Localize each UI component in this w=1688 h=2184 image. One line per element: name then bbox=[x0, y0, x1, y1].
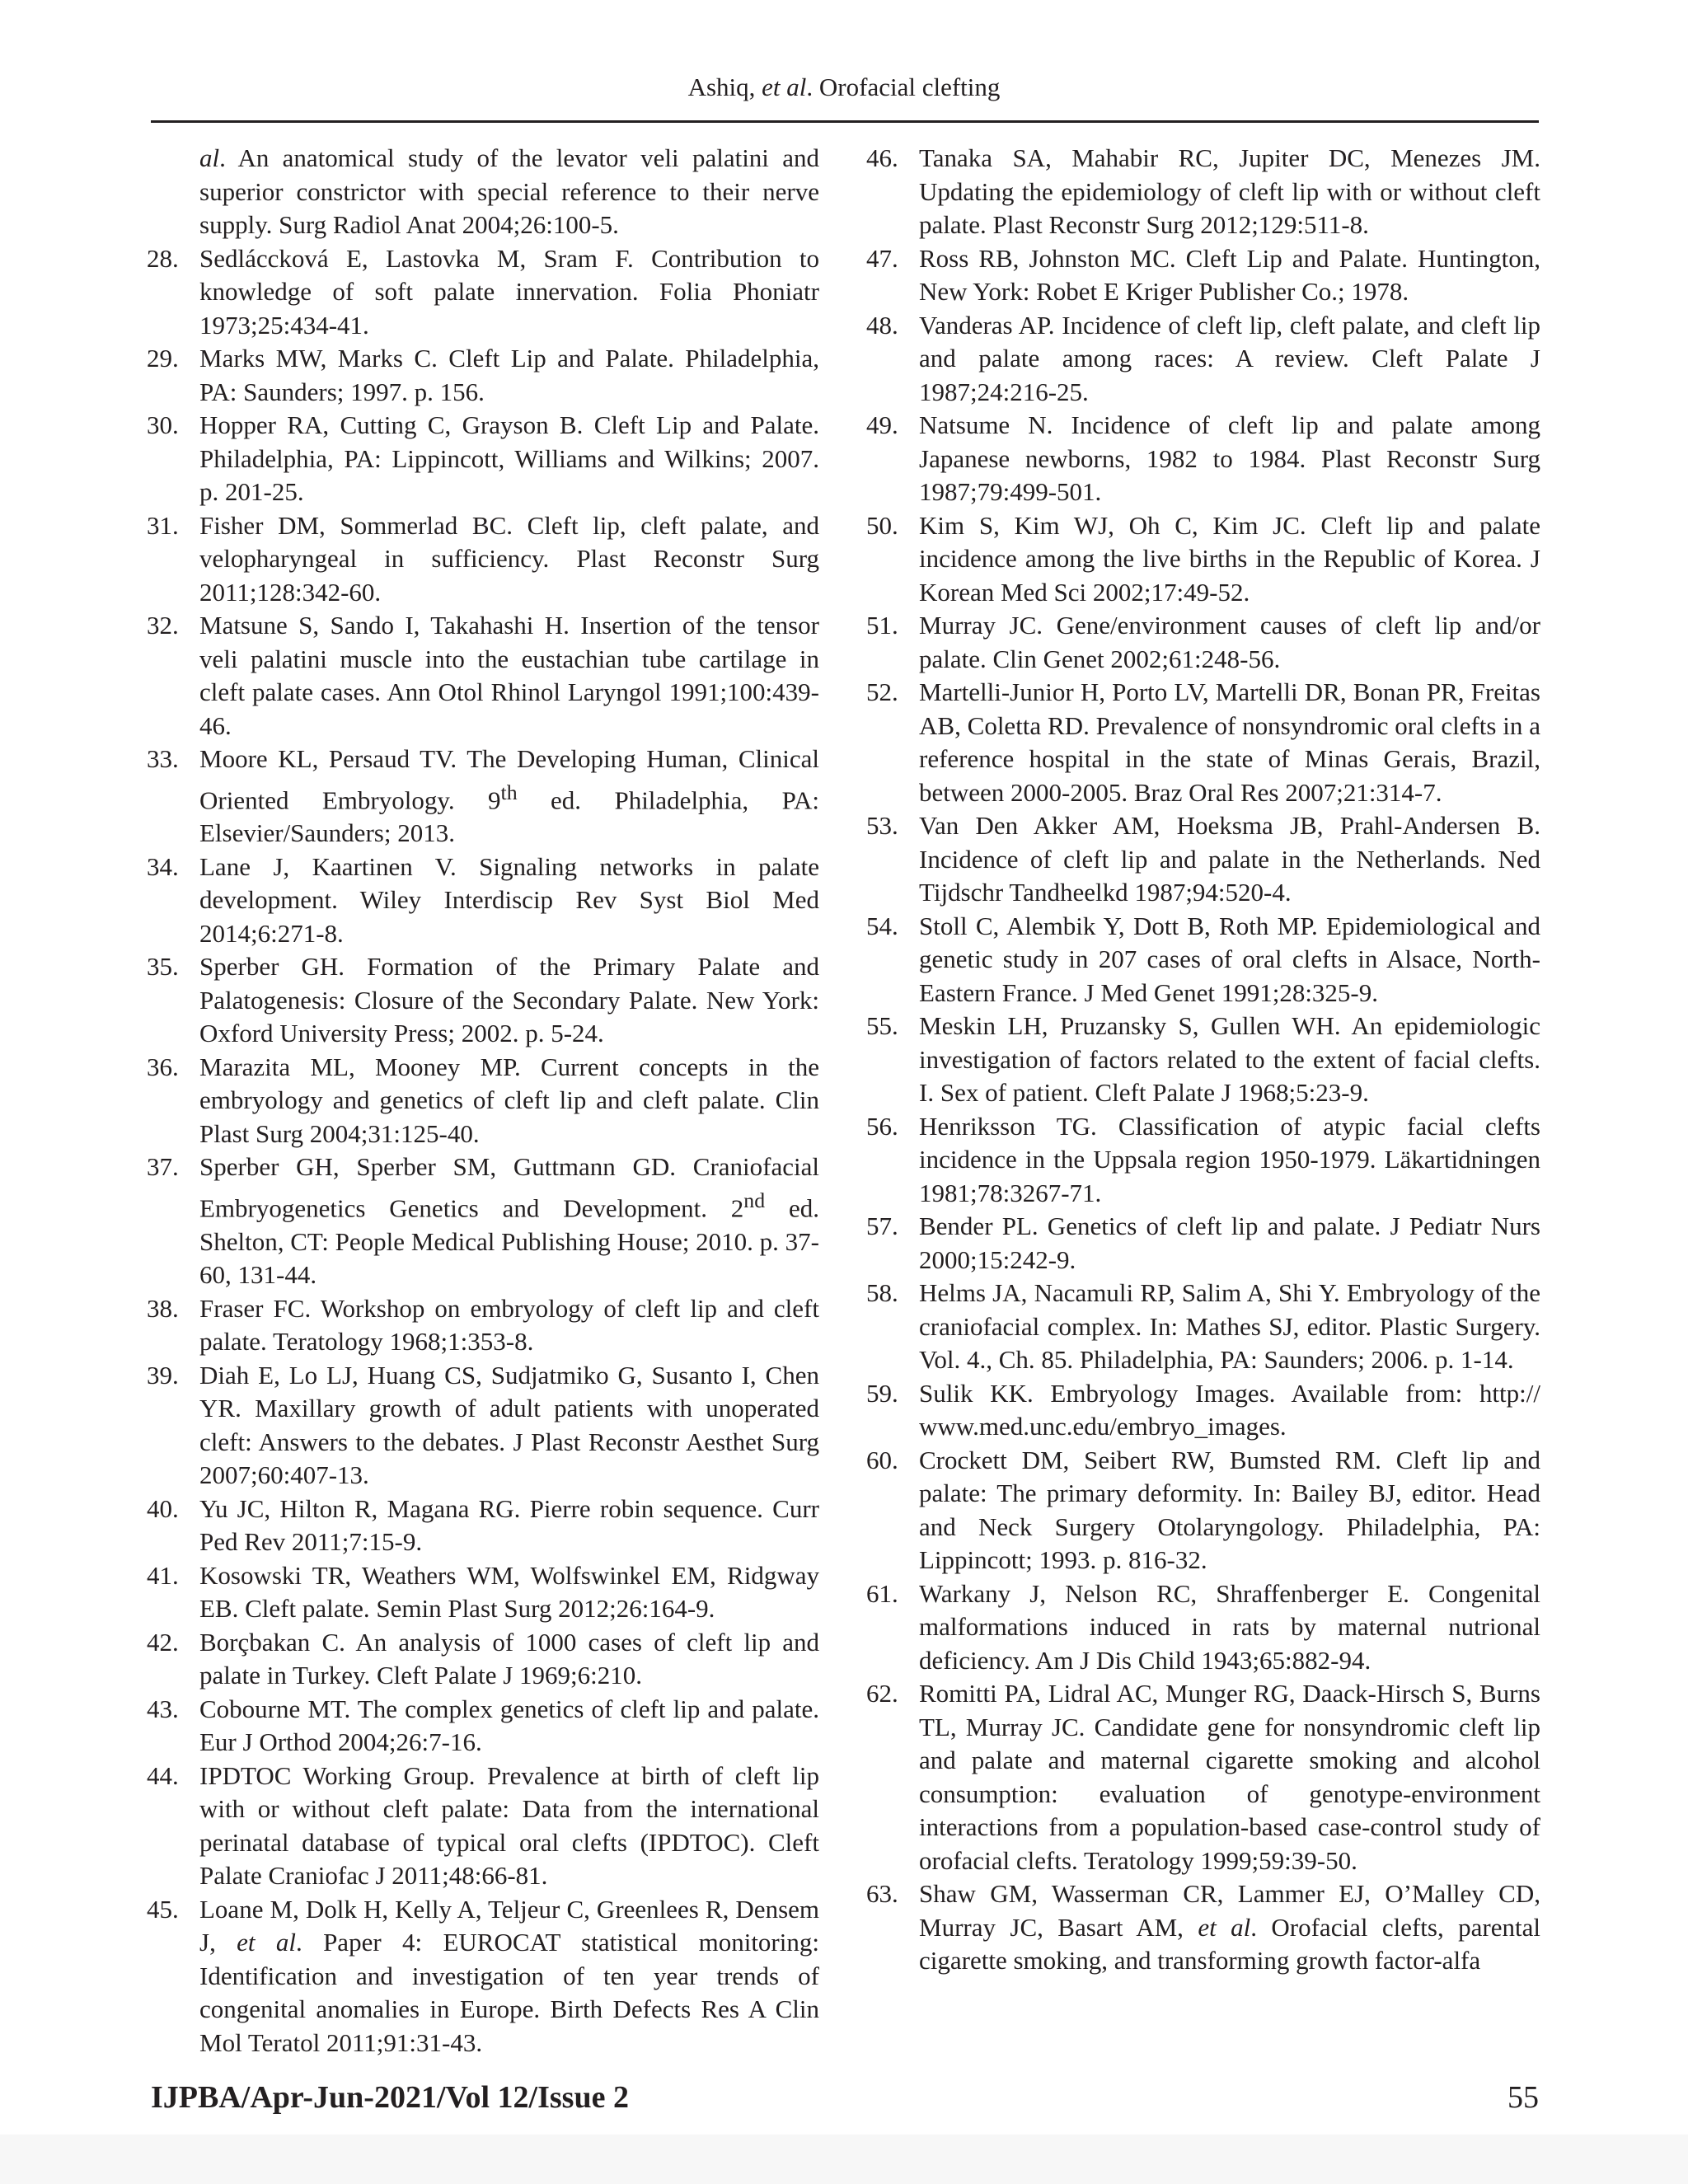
running-title-et-al: et al bbox=[762, 73, 807, 101]
reference-continuation bbox=[147, 142, 819, 242]
reference-item bbox=[147, 1493, 819, 1559]
journal-issue-info: IJPBA/Apr-Jun-2021/Vol 12/Issue 2 bbox=[151, 2080, 629, 2115]
text-run: Sedláccková E, Lastovka M, Sram F. Contribution to knowledge of soft palate innervation. Folia Phoniatr 1973;25:434-41. bbox=[199, 243, 819, 340]
text-run: Borçbakan C. An analysis of 1000 cases of cleft lip and palate in Turkey. Cleft Palate J 1969;6:210. bbox=[199, 1627, 819, 1690]
reference-number: 50. bbox=[866, 510, 898, 540]
reference-text bbox=[199, 1051, 819, 1151]
reference-item bbox=[866, 676, 1540, 809]
running-title-authors: Ashiq, bbox=[687, 73, 762, 101]
page-footer bbox=[151, 2078, 1539, 2117]
text-run: Ross RB, Johnston MC. Cleft Lip and Palate. Huntington, New York: Robet E Kriger Publisher Co.; 1978. bbox=[919, 243, 1540, 306]
reference-text bbox=[199, 142, 819, 242]
text-run: Bender PL. Genetics of cleft lip and palate. J Pediatr Nurs 2000;15:242-9. bbox=[919, 1212, 1540, 1274]
reference-item bbox=[147, 1559, 819, 1626]
reference-item bbox=[147, 1292, 819, 1359]
reference-number: 43. bbox=[147, 1694, 179, 1723]
right-reference-column bbox=[866, 142, 1540, 1978]
text-run: Diah E, Lo LJ, Huang CS, Sudjatmiko G, Susanto I, Chen YR. Maxillary growth of adult patients with unoperated cleft: Answers to the debates. J Plast Reconstr Aesthet Surg 2007;60:407-13. bbox=[199, 1360, 819, 1490]
reference-text bbox=[919, 1677, 1540, 1877]
reference-text bbox=[919, 1210, 1540, 1277]
reference-text bbox=[919, 1377, 1540, 1444]
reference-number: 49. bbox=[866, 410, 898, 439]
reference-text bbox=[919, 409, 1540, 509]
reference-text bbox=[199, 950, 819, 1051]
text-run: Shaw GM, Wasserman CR, Lammer EJ, O’Malley CD, Murray JC, Basart AM, bbox=[919, 1879, 1540, 1942]
reference-number: 37. bbox=[147, 1152, 179, 1182]
reference-number: 40. bbox=[147, 1493, 179, 1523]
text-run: Sulik KK. Embryology Images. Available from: http:// www.med.unc.edu/embryo_images. bbox=[919, 1378, 1540, 1441]
reference-item bbox=[147, 950, 819, 1051]
superscript: nd bbox=[743, 1188, 766, 1212]
italic-text: et al bbox=[1198, 1912, 1251, 1942]
bottom-band bbox=[0, 2135, 1688, 2184]
running-title-topic: . Orofacial clefting bbox=[806, 73, 1001, 101]
reference-item bbox=[147, 1626, 819, 1693]
text-run: Henriksson TG. Classification of atypic facial clefts incidence in the Uppsala region 1950-1979. Läkartidningen 1981;78:3267-71. bbox=[919, 1111, 1540, 1207]
reference-item bbox=[147, 1359, 819, 1493]
reference-text bbox=[919, 1577, 1540, 1678]
text-run: Marazita ML, Mooney MP. Current concepts in the embryology and genetics of cleft lip and cleft palate. Clin Plast Surg 2004;31:125-40. bbox=[199, 1052, 819, 1148]
reference-number: 36. bbox=[147, 1052, 179, 1081]
text-run: Moore KL, Persaud TV. The Developing Human, Clinical Oriented Embryology. 9 bbox=[199, 744, 819, 814]
reference-number: 47. bbox=[866, 243, 898, 273]
reference-number: 44. bbox=[147, 1760, 179, 1790]
reference-number: 63. bbox=[866, 1879, 898, 1908]
reference-number: 45. bbox=[147, 1894, 179, 1924]
reference-text bbox=[199, 1693, 819, 1760]
text-run: Warkany J, Nelson RC, Shraffenberger E. Congenital malformations induced in rats by maternal nutrional deficiency. Am J Dis Child 1943;65:882-94. bbox=[919, 1578, 1540, 1675]
text-run: . Orofacial clefts, parental cigarette smoking, and transforming growth factor-alfa bbox=[919, 1912, 1540, 1975]
reference-item bbox=[147, 342, 819, 409]
reference-number: 28. bbox=[147, 243, 179, 273]
reference-item bbox=[866, 1677, 1540, 1877]
reference-text bbox=[919, 1110, 1540, 1211]
reference-text bbox=[199, 342, 819, 409]
reference-text bbox=[199, 1760, 819, 1893]
reference-item bbox=[866, 1577, 1540, 1678]
text-run: Natsume N. Incidence of cleft lip and palate among Japanese newborns, 1982 to 1984. Plast Reconstr Surg 1987;79:499-501. bbox=[919, 410, 1540, 506]
reference-item bbox=[147, 1693, 819, 1760]
reference-text bbox=[199, 1151, 819, 1291]
reference-number: 57. bbox=[866, 1212, 898, 1240]
left-reference-list bbox=[147, 242, 819, 2060]
reference-text bbox=[199, 1893, 819, 2060]
text-run: Romitti PA, Lidral AC, Munger RG, Daack-Hirsch S, Burns TL, Murray JC. Candidate gene for nonsyndromic cleft lip and palate and maternal cigarette smoking and alcohol consumption: evaluation of genotype-environment interactions from a population-based case-control study of orofacial clefts. Teratology 1999;59:39-50. bbox=[919, 1679, 1540, 1875]
text-run: Sperber GH. Formation of the Primary Palate and Palatogenesis: Closure of the Secondary Palate. New York: Oxford University Press; 2002. p. 5-24. bbox=[199, 952, 819, 1048]
reference-number: 55. bbox=[866, 1011, 898, 1040]
text-run: Meskin LH, Pruzansky S, Gullen WH. An epidemiologic investigation of factors related to the extent of facial clefts. I. Sex of patient. Cleft Palate J 1968;5:23-9. bbox=[919, 1011, 1540, 1107]
reference-number: 52. bbox=[866, 677, 898, 706]
reference-number: 38. bbox=[147, 1293, 179, 1323]
reference-item bbox=[866, 409, 1540, 509]
reference-item bbox=[147, 1760, 819, 1893]
reference-text bbox=[919, 142, 1540, 242]
reference-number: 46. bbox=[866, 143, 898, 172]
reference-text bbox=[199, 1359, 819, 1493]
reference-text bbox=[199, 242, 819, 343]
reference-text bbox=[199, 509, 819, 610]
right-reference-list bbox=[866, 142, 1540, 1978]
header-rule bbox=[151, 120, 1539, 123]
text-run: Helms JA, Nacamuli RP, Salim A, Shi Y. Embryology of the craniofacial complex. In: Mathes SJ, editor. Plastic Surgery. Vol. 4., Ch. 85. Philadelphia, PA: Saunders; 2006. p. 1-14. bbox=[919, 1278, 1540, 1374]
italic-text: al bbox=[199, 143, 220, 172]
text-run: IPDTOC Working Group. Prevalence at birth of cleft lip with or without cleft palate: Data from the international perinatal database of typical oral clefts (IPDTOC). Cleft Palate Craniofac J 2011;48:66-81. bbox=[199, 1760, 819, 1891]
reference-text bbox=[199, 1559, 819, 1626]
reference-item bbox=[866, 1110, 1540, 1211]
text-run: Matsune S, Sando I, Takahashi H. Insertion of the tensor veli palatini muscle into the eustachian tube cartilage in cleft palate cases. Ann Otol Rhinol Laryngol 1991;100:439-46. bbox=[199, 611, 819, 740]
reference-item bbox=[866, 1444, 1540, 1577]
left-reference-column bbox=[147, 142, 819, 2060]
reference-item bbox=[147, 851, 819, 951]
reference-item bbox=[866, 609, 1540, 676]
text-run: Lane J, Kaartinen V. Signaling networks in palate development. Wiley Interdiscip Rev Syst Biol Med 2014;6:271-8. bbox=[199, 851, 819, 948]
reference-text bbox=[199, 851, 819, 951]
reference-text bbox=[919, 1277, 1540, 1377]
reference-number: 33. bbox=[147, 744, 179, 773]
text-run: . Paper 4: EUROCAT statistical monitoring: Identification and investigation of ten year trends of congenital anomalies in Europe. Birth Defects Res A Clin Mol Teratol 2011;91:31-43. bbox=[199, 1928, 819, 2057]
reference-item bbox=[866, 242, 1540, 309]
text-run: Cobourne MT. The complex genetics of cleft lip and palate. Eur J Orthod 2004;26:7-16. bbox=[199, 1694, 819, 1757]
reference-item bbox=[147, 1151, 819, 1291]
reference-text bbox=[199, 743, 819, 851]
reference-number: 61. bbox=[866, 1578, 898, 1608]
reference-number: 48. bbox=[866, 310, 898, 340]
reference-item bbox=[866, 309, 1540, 410]
reference-number: 32. bbox=[147, 611, 179, 640]
reference-item bbox=[147, 509, 819, 610]
reference-number: 35. bbox=[147, 952, 179, 982]
reference-item bbox=[866, 142, 1540, 242]
reference-text bbox=[919, 809, 1540, 910]
reference-text bbox=[919, 309, 1540, 410]
reference-text bbox=[919, 910, 1540, 1010]
running-header bbox=[0, 71, 1688, 104]
reference-item bbox=[866, 1277, 1540, 1377]
reference-text bbox=[199, 609, 819, 743]
reference-text bbox=[919, 676, 1540, 809]
reference-item bbox=[866, 910, 1540, 1010]
reference-number: 54. bbox=[866, 911, 898, 940]
reference-number: 51. bbox=[866, 611, 898, 640]
reference-text bbox=[199, 1626, 819, 1693]
reference-number: 41. bbox=[147, 1560, 179, 1590]
reference-item bbox=[866, 809, 1540, 910]
italic-text: et al bbox=[237, 1928, 296, 1957]
text-run: Fraser FC. Workshop on embryology of cleft lip and cleft palate. Teratology 1968;1:353-8. bbox=[199, 1293, 819, 1357]
reference-text bbox=[919, 1444, 1540, 1577]
text-run: Kim S, Kim WJ, Oh C, Kim JC. Cleft lip and palate incidence among the live births in the Republic of Korea. J Korean Med Sci 2002;17:49-52. bbox=[919, 510, 1540, 607]
reference-item bbox=[866, 1210, 1540, 1277]
text-run: . An anatomical study of the levator veli palatini and superior constrictor with special reference to their nerve supply. Surg Radiol Anat 2004;26:100-5. bbox=[199, 143, 819, 239]
text-run: Martelli-Junior H, Porto LV, Martelli DR, Bonan PR, Freitas AB, Coletta RD. Prevalence of nonsyndromic oral clefts in a reference hospital in the state of Minas Gerais, Brazil, between 2000-2005. Braz Oral Res 2007;21:314-7. bbox=[919, 677, 1540, 807]
text-run: Loane M, Dolk H, Kelly A, Teljeur C, Greenlees R, Densem J, bbox=[199, 1894, 819, 1957]
reference-item bbox=[866, 1010, 1540, 1110]
page-number: 55 bbox=[1507, 2080, 1539, 2115]
reference-item bbox=[866, 509, 1540, 610]
reference-item bbox=[866, 1377, 1540, 1444]
reference-number: 42. bbox=[147, 1627, 179, 1657]
reference-text bbox=[919, 1877, 1540, 1978]
text-run: Fisher DM, Sommerlad BC. Cleft lip, cleft palate, and velopharyngeal in sufficiency. Plast Reconstr Surg 2011;128:342-60. bbox=[199, 510, 819, 607]
reference-number: 59. bbox=[866, 1378, 898, 1408]
reference-item bbox=[147, 409, 819, 509]
reference-number: 60. bbox=[866, 1445, 898, 1474]
reference-item bbox=[147, 242, 819, 343]
reference-number: 30. bbox=[147, 410, 179, 439]
reference-item bbox=[147, 1893, 819, 2060]
reference-number: 31. bbox=[147, 510, 179, 540]
reference-text bbox=[919, 242, 1540, 309]
reference-text bbox=[199, 409, 819, 509]
reference-item bbox=[866, 1877, 1540, 1978]
superscript: th bbox=[500, 780, 518, 804]
text-run: Tanaka SA, Mahabir RC, Jupiter DC, Menezes JM. Updating the epidemiology of cleft lip with or without cleft palate. Plast Reconstr Surg 2012;129:511-8. bbox=[919, 143, 1540, 239]
reference-text bbox=[199, 1292, 819, 1359]
text-run: Crockett DM, Seibert RW, Bumsted RM. Cleft lip and palate: The primary deformity. In: Bailey BJ, editor. Head and Neck Surgery Otolaryngology. Philadelphia, PA: Lippincott; 1993. p. 816-32. bbox=[919, 1445, 1540, 1574]
text-run: Yu JC, Hilton R, Magana RG. Pierre robin sequence. Curr Ped Rev 2011;7:15-9. bbox=[199, 1493, 819, 1557]
reference-number: 34. bbox=[147, 851, 179, 881]
reference-number: 62. bbox=[866, 1679, 898, 1708]
reference-number: 58. bbox=[866, 1278, 898, 1307]
reference-item bbox=[147, 1051, 819, 1151]
reference-text bbox=[919, 509, 1540, 610]
reference-number: 56. bbox=[866, 1111, 898, 1141]
reference-item bbox=[147, 743, 819, 851]
text-run: Hopper RA, Cutting C, Grayson B. Cleft Lip and Palate. Philadelphia, PA: Lippincott, Williams and Wilkins; 2007. p. 201-25. bbox=[199, 410, 819, 506]
reference-text bbox=[199, 1493, 819, 1559]
reference-text bbox=[919, 609, 1540, 676]
text-run: Van Den Akker AM, Hoeksma JB, Prahl-Andersen B. Incidence of cleft lip and palate in the Netherlands. Ned Tijdschr Tandheelkd 1987;94:520-4. bbox=[919, 811, 1540, 907]
reference-number: 53. bbox=[866, 811, 898, 840]
text-run: ed. Philadelphia, PA: Elsevier/Saunders; 2013. bbox=[199, 785, 819, 848]
reference-number: 39. bbox=[147, 1360, 179, 1390]
text-run: Vanderas AP. Incidence of cleft lip, cleft palate, and cleft lip and palate among races: A review. Cleft Palate J 1987;24:216-25. bbox=[919, 310, 1540, 406]
text-run: Murray JC. Gene/environment causes of cleft lip and/or palate. Clin Genet 2002;61:248-56. bbox=[919, 611, 1540, 673]
reference-number: 29. bbox=[147, 344, 179, 373]
text-run: Marks MW, Marks C. Cleft Lip and Palate. Philadelphia, PA: Saunders; 1997. p. 156. bbox=[199, 344, 819, 406]
text-run: Kosowski TR, Weathers WM, Wolfswinkel EM, Ridgway EB. Cleft palate. Semin Plast Surg 2012;26:164-9. bbox=[199, 1560, 819, 1624]
reference-item bbox=[147, 609, 819, 743]
reference-text bbox=[919, 1010, 1540, 1110]
text-run: ed. Shelton, CT: People Medical Publishing House; 2010. p. 37-60, 131-44. bbox=[199, 1193, 819, 1290]
text-run: Stoll C, Alembik Y, Dott B, Roth MP. Epidemiological and genetic study in 207 cases of oral clefts in Alsace, North-Eastern France. J Med Genet 1991;28:325-9. bbox=[919, 911, 1540, 1007]
text-run: Sperber GH, Sperber SM, Guttmann GD. Craniofacial Embryogenetics Genetics and Development. 2 bbox=[199, 1152, 819, 1223]
